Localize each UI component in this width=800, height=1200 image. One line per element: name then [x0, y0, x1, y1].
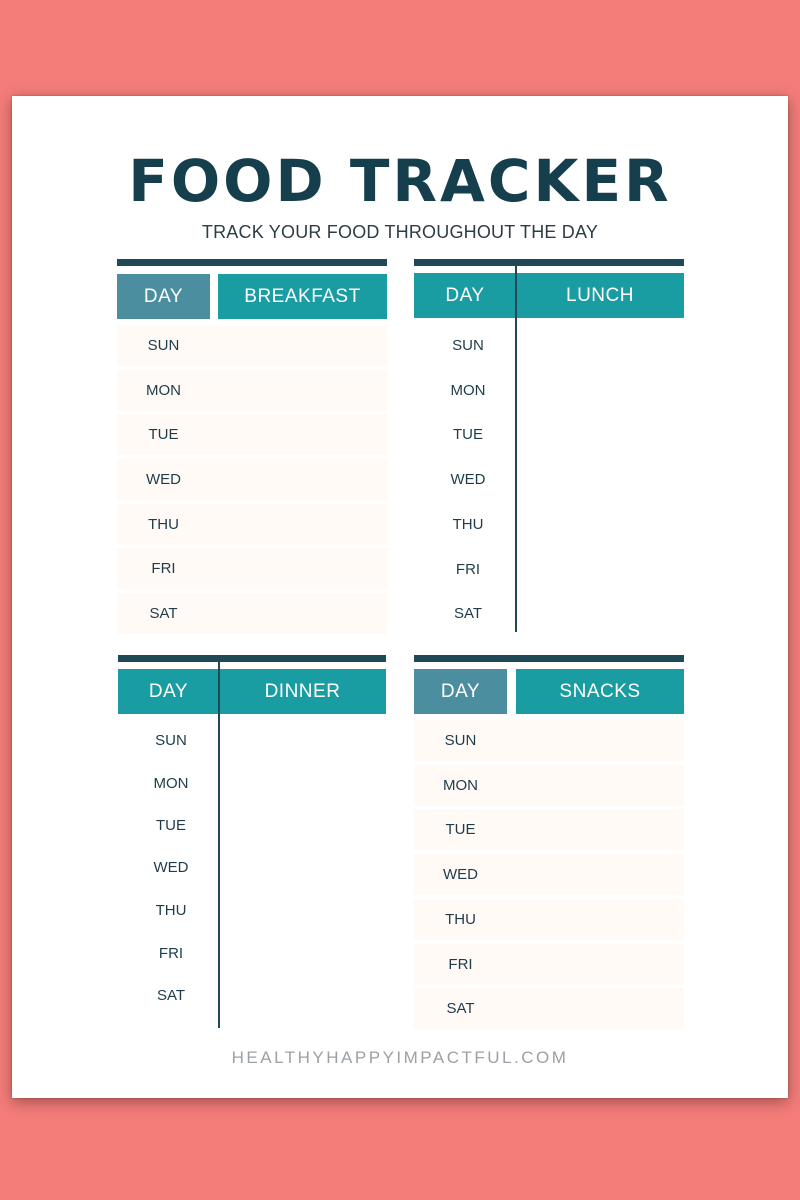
day-label: THU — [148, 516, 179, 533]
section-rule — [118, 655, 386, 662]
day-row[interactable] — [414, 593, 684, 634]
day-label: SUN — [444, 732, 477, 749]
day-row[interactable] — [118, 890, 386, 931]
breakfast-section — [117, 259, 387, 634]
section-rule — [414, 655, 684, 662]
day-label: SAT — [446, 1000, 475, 1017]
day-header: DAY — [148, 680, 189, 702]
day-label: WED — [146, 471, 181, 488]
day-row[interactable] — [117, 459, 387, 500]
day-label: WED — [443, 866, 478, 883]
day-label: MON — [450, 382, 486, 399]
day-row[interactable] — [118, 805, 386, 846]
day-row[interactable] — [117, 593, 387, 634]
day-row[interactable] — [414, 370, 684, 411]
day-label: FRI — [448, 956, 473, 973]
day-label: SUN — [155, 732, 187, 749]
day-row[interactable] — [414, 459, 684, 500]
day-label: SUN — [147, 337, 180, 354]
day-row[interactable] — [414, 988, 684, 1029]
day-label: THU — [452, 516, 484, 533]
dinner-header: DINNER — [264, 680, 341, 702]
day-row[interactable] — [414, 944, 684, 985]
day-label: TUE — [148, 426, 179, 443]
day-row[interactable] — [118, 933, 386, 974]
day-label: WED — [153, 859, 189, 876]
day-label: MON — [153, 775, 189, 792]
day-row[interactable] — [117, 325, 387, 366]
day-label: FRI — [158, 945, 184, 962]
day-row[interactable] — [414, 414, 684, 455]
day-row[interactable] — [414, 504, 684, 545]
dinner-section — [118, 655, 386, 1030]
day-row[interactable] — [118, 847, 386, 888]
day-label: MON — [146, 382, 181, 399]
day-row[interactable] — [118, 763, 386, 804]
day-row[interactable] — [117, 370, 387, 411]
day-row[interactable] — [118, 720, 386, 761]
day-label: TUE — [445, 821, 476, 838]
day-header: DAY — [445, 284, 485, 306]
snacks-section — [414, 655, 684, 1030]
day-label: MON — [443, 777, 478, 794]
snacks-header: SNACKS — [516, 669, 684, 714]
page-subtitle: TRACK YOUR FOOD THROUGHOUT THE DAY — [201, 222, 599, 242]
day-row[interactable] — [118, 975, 386, 1016]
site-url: HEALTHYHAPPYIMPACTFUL.COM — [231, 1048, 569, 1067]
section-rule — [117, 259, 387, 266]
day-row[interactable] — [414, 765, 684, 806]
day-row[interactable] — [414, 549, 684, 590]
breakfast-header: BREAKFAST — [218, 274, 387, 319]
day-label: FRI — [151, 560, 176, 577]
page-title: FOOD TRACKER — [128, 147, 672, 215]
lunch-header: LUNCH — [566, 284, 634, 306]
day-label: TUE — [156, 817, 186, 834]
day-label: SAT — [453, 605, 483, 622]
section-rule — [414, 259, 684, 266]
day-row[interactable] — [117, 414, 387, 455]
day-row[interactable] — [414, 720, 684, 761]
lunch-section — [414, 259, 684, 634]
day-label: TUE — [453, 426, 483, 443]
day-header: DAY — [117, 274, 210, 319]
day-row[interactable] — [414, 325, 684, 366]
day-row[interactable] — [414, 854, 684, 895]
day-label: SAT — [149, 605, 178, 622]
day-header: DAY — [414, 669, 507, 714]
day-row[interactable] — [117, 548, 387, 589]
day-label: SUN — [452, 337, 484, 354]
day-row[interactable] — [414, 899, 684, 940]
day-label: WED — [450, 471, 486, 488]
day-label: THU — [155, 902, 187, 919]
day-label: SAT — [156, 987, 186, 1004]
day-label: THU — [445, 911, 476, 928]
day-label: FRI — [455, 561, 481, 578]
day-row[interactable] — [414, 809, 684, 850]
day-row[interactable] — [117, 504, 387, 545]
